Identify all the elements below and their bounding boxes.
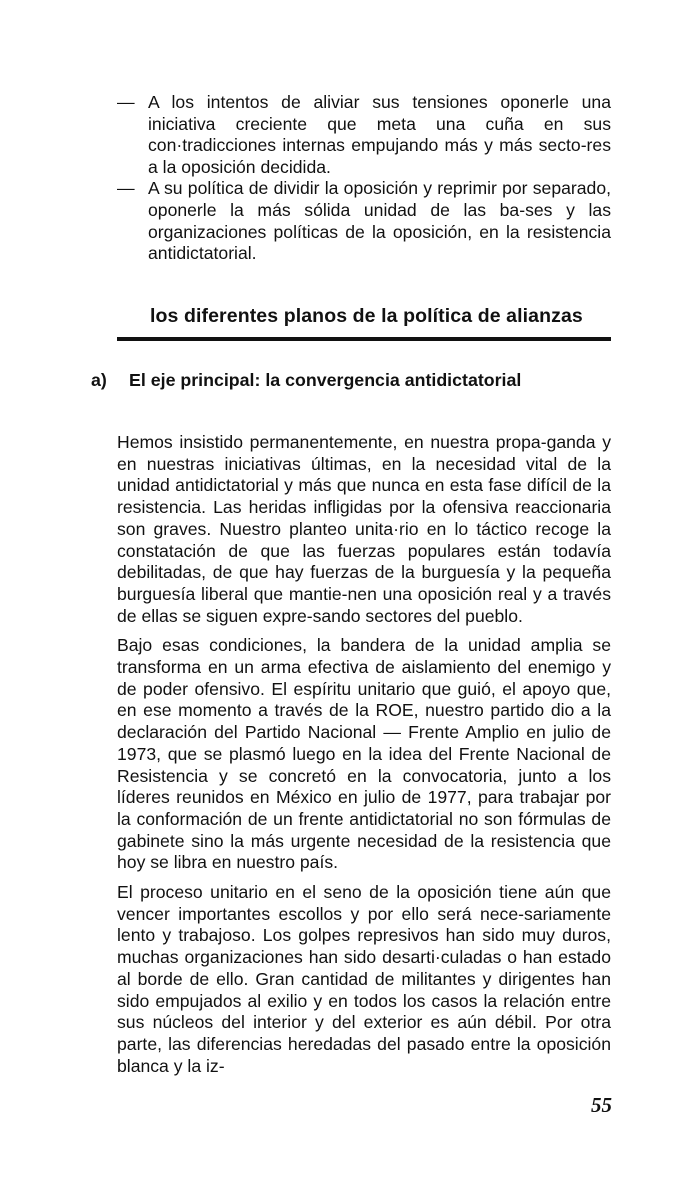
subheading xyxy=(91,370,611,392)
paragraph: Bajo esas condiciones, la bandera de la unidad amplia se transforma en un arma efectiva de aislamiento del enemigo y de poder ofensivo. El espíritu unitario que guió, el apoyo que, en ese momento a través de la ROE, nuestro partido dio a la declaración del Partido Nacional — Frente Amplio en julio de 1973, que se plasmó luego en la idea del Frente Nacional de Resistencia y se concretó en la convocatoria, junto a los líderes reunidos en México en julio de 1977, para trabajar por la conformación de un frente antidictatorial no son fórmulas de gabinete sino la más urgente necesidad de la resistencia que hoy se libra en nuestro país. xyxy=(117,635,611,873)
bullet-item xyxy=(117,92,611,178)
bullet-dash: — xyxy=(117,92,135,112)
bullet-text: A su política de dividir la oposición y reprimir por separado, oponerle la más sólida unidad de las ba-ses y las organizaciones políticas de la oposición, en la resistencia antidictatorial. xyxy=(148,178,611,264)
subheading-label: a) xyxy=(91,370,107,390)
bullet-item xyxy=(117,178,611,264)
paragraph: El proceso unitario en el seno de la oposición tiene aún que vencer importantes escollos y por ello será nece-sariamente lento y trabajoso. Los golpes represivos han sido muy duros, muchas organizaciones han sido desarti·culadas o han estado al borde de ello. Gran cantidad de militantes y dirigentes han sido empujados al exilio y en todos los casos la relación entre sus núcleos del interior y del exterior es aún débil. Por otra parte, las diferencias heredadas del pasado entre la oposición blanca y la iz- xyxy=(117,882,611,1076)
bullet-dash: — xyxy=(117,178,135,199)
section-title: los diferentes planos de la política de alianzas xyxy=(150,305,583,327)
page-number: 55 xyxy=(591,1093,612,1117)
section-divider xyxy=(117,337,611,341)
paragraph: Hemos insistido permanentemente, en nuestra propa-ganda y en nuestras iniciativas últimas, en la necesidad vital de la unidad antidictatorial y más que nunca en esta fase difícil de la resistencia. Las heridas infligidas por la ofensiva reaccionaria son graves. Nuestro planteo unita·rio en lo táctico recoge la constatación de que las fuerzas populares están todavía debilitadas, de que hay fuerzas de la burguesía y la pequeña burguesía liberal que mantie-nen una oposición real y a través de ellas se siguen expre-sando sectores del pueblo. xyxy=(117,432,611,626)
bullet-text: A los intentos de aliviar sus tensiones oponerle una iniciativa creciente que meta una cuña en sus con·tradicciones internas empujando más y más secto-res a la oposición decidida. xyxy=(148,92,611,177)
subheading-text: El eje principal: la convergencia antidictatorial xyxy=(129,370,522,390)
body-text xyxy=(117,432,611,1085)
bullet-list xyxy=(117,92,611,265)
